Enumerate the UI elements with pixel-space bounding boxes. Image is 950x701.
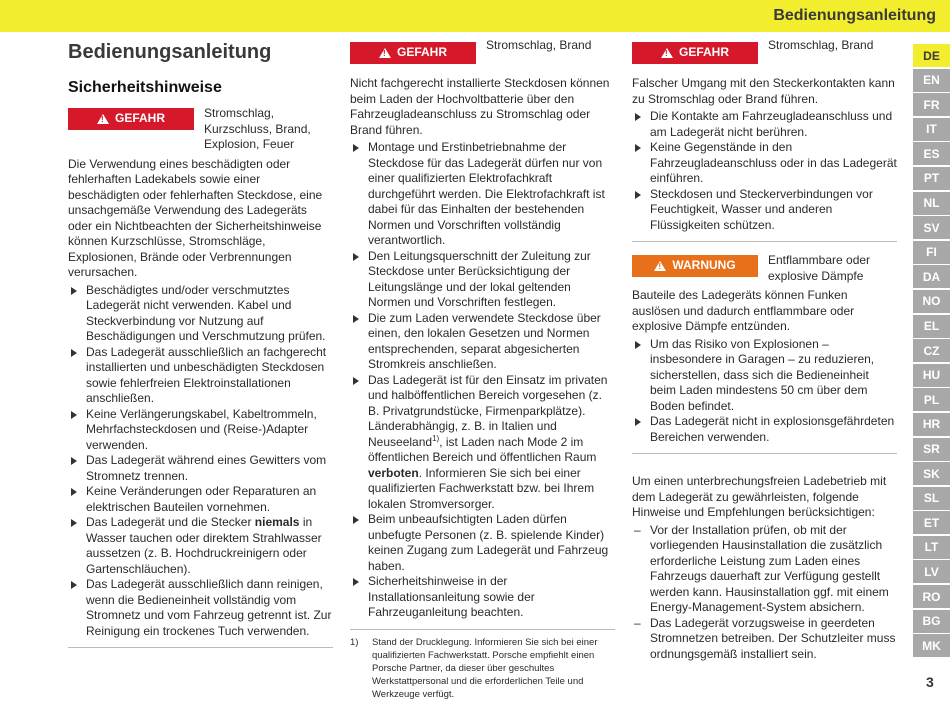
- warning-triangle-icon: [97, 114, 109, 124]
- language-tab-et[interactable]: ET: [913, 511, 950, 534]
- list-item: – Vor der Installation prüfen, ob mit der vorliegenden Hausinstallation die zusätzlich erforderliche Leistung zum Laden eines Fahrzeugs dauerhaft zur Verfügung gestellt werden kann. Hausinstallation ggf. mit einem Energy-Management-System absichern.: [632, 523, 897, 616]
- warning-triangle-icon: [379, 48, 391, 58]
- list-item: Sicherheitshinweise in der Installationsanleitung sowie der Fahrzeuganleitung beachten.: [350, 574, 615, 621]
- text-part: in Wasser tauchen oder direktem Strahlwasser aussetzen (z. B. Hochdruckreinigern oder Gartenschläuchen).: [86, 515, 322, 576]
- language-tab-sl[interactable]: SL: [913, 487, 950, 510]
- hazard-intro: Die Verwendung eines beschädigten oder fehlerhaften Ladekabels sowie einer beschädigten oder fehlerhaften Steckdose, eine unsachgemäße Verwendung des Ladegeräts oder ein Nichtbeachten der Sicherheitshinweise können Kurzschlüsse, Stromschläge, Explosionen, Brände oder Verbrennungen verursachen.: [68, 156, 323, 279]
- list-item: Das Ladegerät ausschließlich dann reinigen, wenn die Bedieneinheit vollständig vom Stromnetz und vom Fahrzeug getrennt ist. Zur Reinigung ein trockenes Tuch verwenden.: [68, 577, 333, 639]
- header-title: Bedienungsanleitung: [773, 7, 936, 24]
- language-tab-bg[interactable]: BG: [913, 610, 950, 633]
- emphasis: niemals: [254, 515, 300, 529]
- danger-badge: [632, 42, 758, 64]
- divider: [350, 629, 615, 630]
- recommend-intro: Um einen unterbrechungsfreien Ladebetrieb mit dem Ladegerät zu gewährleisten, folgende Hinweise und Empfehlungen berücksichtigen:: [632, 474, 887, 519]
- warning-triangle-icon: [654, 261, 666, 271]
- language-tab-sk[interactable]: SK: [913, 462, 950, 485]
- language-tab-lv[interactable]: LV: [913, 560, 950, 583]
- list-item: Montage und Erstinbetriebnahme der Steckdose für das Ladegerät dürfen nur von einer qualifizierten Elektrofachkraft durchgeführt werden. Die Elektrofachkraft ist dabei für das Einhalten der bestehenden Normen und Vorschriften vollständig verantwortlich.: [350, 140, 615, 249]
- list-item: Um das Risiko von Explosionen – insbesondere in Garagen – zu reduzieren, sicherstellen, dass sich die Bedieneinheit beim Laden mindestens 50 cm über dem Boden befindet.: [632, 337, 897, 415]
- emphasis: verboten: [368, 465, 419, 480]
- list-item: Den Leitungsquerschnitt der Zuleitung zur Steckdose unter Berücksichtigung der Leitungslänge und der lokal geltenden Normen und Vorschriften festlegen.: [350, 249, 615, 311]
- list-item: [68, 515, 333, 577]
- danger-badge: [350, 42, 476, 64]
- language-tab-ro[interactable]: RO: [913, 585, 950, 608]
- hazard-intro: Nicht fachgerecht installierte Steckdosen können beim Laden der Hochvoltbatterie über den Fahrzeugladeanschluss zu Stromschlag oder Brand führen.: [350, 76, 610, 137]
- hazard-text: Stromschlag, Kurzschluss, Brand, Explosion, Feuer: [204, 106, 311, 151]
- safety-list: [632, 109, 897, 233]
- language-tab-lt[interactable]: LT: [913, 536, 950, 559]
- warning-badge: [632, 255, 758, 277]
- language-tab-fi[interactable]: FI: [913, 241, 950, 264]
- warning-intro: Bauteile des Ladegeräts können Funken auslösen und dadurch entflammbare oder explosive Dämpfe entzünden.: [632, 288, 855, 333]
- language-tab-hu[interactable]: HU: [913, 364, 950, 387]
- language-tab-nl[interactable]: NL: [913, 192, 950, 215]
- warning-text: Entflammbare oder explosive Dämpfe: [768, 253, 871, 283]
- hazard-text: Stromschlag, Brand: [486, 38, 592, 52]
- section-title: Sicherheitshinweise: [68, 79, 222, 96]
- language-tab-el[interactable]: EL: [913, 315, 950, 338]
- hazard-text: Stromschlag, Brand: [768, 38, 874, 52]
- danger-badge-label: GEFAHR: [114, 111, 165, 126]
- safety-list: [350, 140, 615, 621]
- list-item: Keine Gegenstände in den Fahrzeugladeanschluss oder in das Ladegerät einführen.: [632, 140, 897, 187]
- column-1: [68, 40, 333, 648]
- list-item: Das Ladegerät ausschließlich an fachgerecht installierten und unbeschädigten Steckdosen sowie fehlerfreien Elektroinstallationen anschließen.: [68, 345, 333, 407]
- column-2: [350, 40, 615, 701]
- language-tab-en[interactable]: EN: [913, 69, 950, 92]
- safety-list: [68, 283, 333, 640]
- language-tab-sr[interactable]: SR: [913, 438, 950, 461]
- text-part: Das Ladegerät und die Stecker: [86, 515, 255, 529]
- page-title: Bedienungsanleitung: [68, 41, 272, 63]
- language-tab-mk[interactable]: MK: [913, 634, 950, 657]
- list-item: – Das Ladegerät vorzugsweise in geerdeten Stromnetzen betreiben. Der Schutzleiter muss ordnungsgemäß installiert sein.: [632, 616, 897, 663]
- hazard-box: [350, 40, 615, 64]
- list-item: Das Ladegerät während eines Gewitters vom Stromnetz trennen.: [68, 453, 333, 484]
- page-number: 3: [926, 674, 934, 690]
- language-tab-cz[interactable]: CZ: [913, 339, 950, 362]
- list-item: Das Ladegerät nicht in explosionsgefährdeten Bereichen verwenden.: [632, 414, 897, 445]
- list-item: Steckdosen und Steckerverbindungen vor Feuchtigkeit, Wasser und anderen Flüssigkeiten schützen.: [632, 187, 897, 234]
- header-bar: [0, 0, 950, 32]
- language-tab-fr[interactable]: FR: [913, 93, 950, 116]
- danger-badge-label: GEFAHR: [678, 45, 729, 60]
- language-tab-it[interactable]: IT: [913, 118, 950, 141]
- hazard-box: [68, 106, 333, 153]
- footnote-number: 1): [350, 636, 359, 648]
- language-tab-sv[interactable]: SV: [913, 216, 950, 239]
- column-3: [632, 40, 897, 662]
- warning-badge-label: WARNUNG: [672, 258, 736, 273]
- danger-badge: [68, 108, 194, 130]
- divider: [632, 453, 897, 454]
- divider: [632, 241, 897, 242]
- footnote-text: Stand der Drucklegung. Informieren Sie sich bei einer qualifizierten Fachwerkstatt. Porsche empfiehlt einen Porsche Partner, da dieser über geschultes Werkstattpersonal und die erforderlichen Teile und Werkzeuge verfügt.: [372, 636, 598, 700]
- list-item: Die Kontakte am Fahrzeugladeanschluss und am Ladegerät nicht berühren.: [632, 109, 897, 140]
- recommend-list: [632, 523, 897, 663]
- text-part: , ist Laden nach Mode 2 im öffentlichen Bereich und öffentlichen Raum: [368, 434, 597, 464]
- hazard-intro: Falscher Umgang mit den Steckerkontakten kann zu Stromschlag oder Brand führen.: [632, 76, 895, 106]
- language-tab-pt[interactable]: PT: [913, 167, 950, 190]
- text-part: . Informieren Sie sich bei einer qualifizierten Fachwerkstatt bzw. bei Ihrem lokalen Stromversorger.: [368, 465, 595, 511]
- footnote: [350, 636, 615, 701]
- footnote-ref: 1): [432, 433, 440, 443]
- language-tab-da[interactable]: DA: [913, 265, 950, 288]
- divider: [68, 647, 333, 648]
- list-item: [350, 373, 615, 513]
- hazard-box: [632, 40, 897, 64]
- language-tab-no[interactable]: NO: [913, 290, 950, 313]
- list-item: Beim unbeaufsichtigten Laden dürfen unbefugte Personen (z. B. spielende Kinder) keinen Zugang zum Ladegerät und Fahrzeug haben.: [350, 512, 615, 574]
- language-tab-de[interactable]: DE: [913, 44, 950, 67]
- list-item: Keine Veränderungen oder Reparaturen an elektrischen Bauteilen vornehmen.: [68, 484, 333, 515]
- language-tab-hr[interactable]: HR: [913, 413, 950, 436]
- language-tab-pl[interactable]: PL: [913, 388, 950, 411]
- danger-badge-label: GEFAHR: [396, 45, 447, 60]
- language-tabs: [913, 44, 950, 659]
- list-item: Beschädigtes und/oder verschmutztes Ladegerät nicht verwenden. Kabel und Steckverbindung vor Nutzung auf Beschädigungen und Verschmutzung prüfen.: [68, 283, 333, 345]
- list-item: Die zum Laden verwendete Steckdose über einen, den lokalen Gesetzen und Normen entsprechenden, separat abgesicherten Stromkreis anschließen.: [350, 311, 615, 373]
- warning-box: [632, 253, 897, 284]
- list-item: Keine Verlängerungskabel, Kabeltrommeln, Mehrfachsteckdosen und (Reise-)Adapter verwenden.: [68, 407, 333, 454]
- text-part: Das Ladegerät ist für den Einsatz im privaten und halböffentlichen Bereich vorgesehen (z. B. Privatgrundstücke, Firmenparkplätze). Länderabhängig, z. B. in Italien und Neuseeland: [368, 372, 608, 449]
- warning-list: [632, 337, 897, 446]
- language-tab-es[interactable]: ES: [913, 142, 950, 165]
- warning-triangle-icon: [661, 48, 673, 58]
